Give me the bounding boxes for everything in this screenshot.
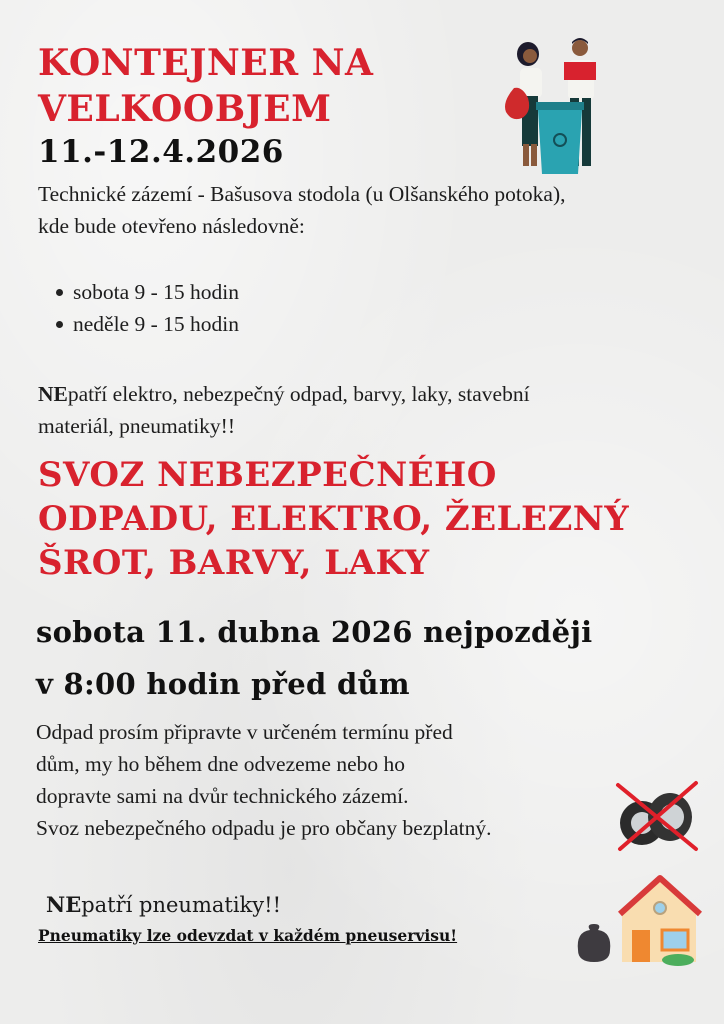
tire-service-note: Pneumatiky lze odevzdat v každém pneuservisu! <box>38 926 458 945</box>
location-text <box>38 178 565 242</box>
people-recycling-illustration-icon <box>500 36 612 176</box>
hazardous-collection-title: SVOZ NEBEZPEČNÉHO ODPADU, ELEKTRO, ŽELEZNÝ ŠROT, BARVY, LAKY <box>38 455 630 583</box>
tires-not-accepted: NEpatří pneumatiky!! <box>46 892 282 917</box>
no-tires-icon <box>608 779 704 853</box>
opening-hours-list <box>56 276 239 340</box>
container-date: 11.-12.4.2026 <box>38 134 284 170</box>
container-title-line2: VELKOOBJEM <box>38 88 332 130</box>
opening-hours-item: sobota 9 - 15 hodin <box>56 276 239 308</box>
house-with-trash-bag-icon <box>574 872 704 968</box>
bullet-icon <box>56 321 63 328</box>
location-line2: kde bude otevřeno následovně: <box>38 214 305 238</box>
bullet-icon <box>56 289 63 296</box>
container-title <box>38 40 373 132</box>
opening-hours-item: neděle 9 - 15 hodin <box>56 308 239 340</box>
collection-info: Odpad prosím připravte v určeném termínu před dům, my ho během dne odvezeme nebo ho dopravte sami na dvůr technického zázemí. Svoz nebezpečného odpadu je pro občany bezplatný. <box>36 720 492 840</box>
container-title-line1: KONTEJNER NA <box>38 42 374 84</box>
location-line1: Technické zázemí - Bašusova stodola (u Olšanského potoka), <box>38 182 566 206</box>
container-not-accepted-note: NEpatří elektro, nebezpečný odpad, barvy, laky, stavební materiál, pneumatiky!! <box>38 382 530 438</box>
not-prefix: NE <box>38 382 68 406</box>
collection-deadline: sobota 11. dubna 2026 nejpozději v 8:00 hodin před dům <box>36 615 593 701</box>
